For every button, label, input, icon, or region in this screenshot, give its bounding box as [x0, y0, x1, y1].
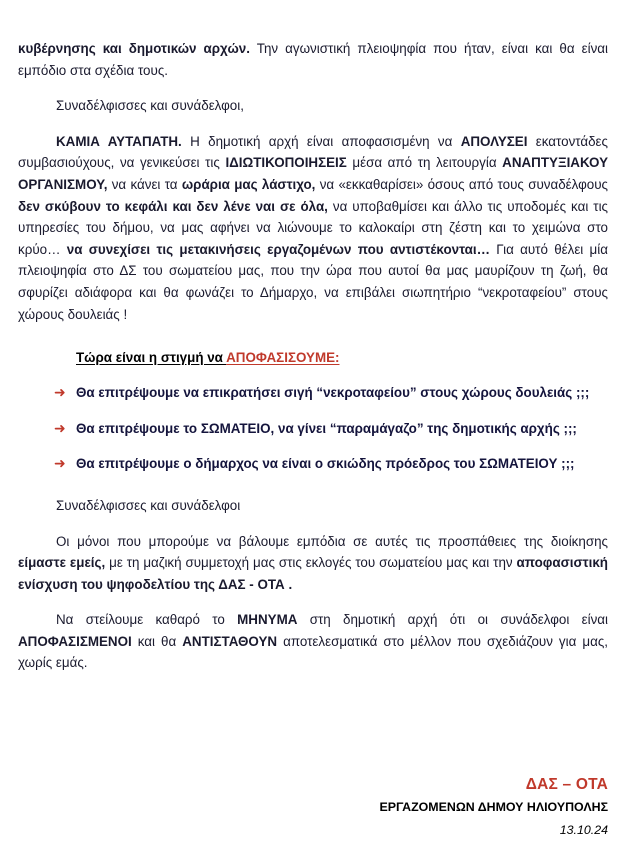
phrase-anaptyxiakou-organismou: ΑΝΑΠΤΥΞΙΑΚΟΥ ΟΡΓΑΝΙΣΜΟΥ,	[18, 155, 609, 192]
phrase-1: Οι μόνοι που μπορούμε να βάλουμε εμπόδια σε αυτές τις προσπάθειες της διοίκησης	[56, 533, 608, 549]
right-arrow-icon: ➜	[54, 384, 66, 401]
paragraph-bold-lead: κυβέρνησης και δημοτικών αρχών.	[18, 41, 250, 56]
paragraph-continuation-text: Την αγωνιστική πλειοψηφία που ήταν, είναι και θα είναι εμπόδιο στα σχέδια τους.	[18, 41, 608, 78]
right-arrow-icon: ➜	[54, 455, 66, 472]
phrase-minyma: ΜΗΝΥΜΑ	[237, 612, 298, 628]
phrase-den-skyvoun: δεν σκύβουν το κεφάλι και δεν λένε ναι σε όλα,	[18, 198, 328, 214]
phrase-2: Η δημοτική αρχή είναι αποφασισμένη να	[181, 133, 461, 149]
organization-subtitle: ΕΡΓΑΖΟΜΕΝΩΝ ΔΗΜΟΥ ΗΛΙΟΥΠΟΛΗΣ	[379, 800, 608, 814]
list-item-label: Θα επιτρέψουμε να επικρατήσει σιγή “νεκροταφείου” στους χώρους δουλειάς ;;;	[76, 385, 590, 401]
list-item	[18, 382, 608, 404]
phrase-14: Για αυτό θέλει μία πλειοψηφία στο ΔΣ του σωματείου μας, που την ώρα που αυτοί θα μας μαυρίζουν τη ζωή, θα σφυρίζει αδιάφορα και θα φωνάζει το Δήμαρχο, να επιβάλει σιωπητήριο “νεκροταφείου” στους χώρους δουλειάς !	[18, 241, 608, 322]
phrase-metakiniseis: να συνεχίσει τις μετακινήσεις εργαζομένων που αντιστέκονται…	[66, 241, 491, 257]
decide-heading-lead: Τώρα είναι η στιγμή να	[76, 350, 227, 366]
phrase-1: Να στείλουμε καθαρό το	[56, 612, 238, 628]
phrase-apolysei: ΑΠΟΛΥΣΕΙ	[460, 133, 528, 149]
question-list	[18, 382, 608, 475]
phrase-10: να «εκκαθαρίσει» όσους από τους συναδέλφους	[315, 176, 608, 192]
decide-heading-accent: ΑΠΟΦΑΣΙΣΟΥΜΕ:	[226, 350, 340, 366]
phrase-3: με τη μαζική συμμετοχή μας στις εκλογές του σωματείου μας και την	[105, 555, 517, 571]
list-item	[18, 453, 608, 475]
paragraph-main-argument	[18, 131, 608, 325]
phrase-eimaste-emeis: είμαστε εμείς,	[18, 555, 106, 571]
salutation-second: Συναδέλφισσες και συνάδελφοι	[56, 497, 241, 513]
organization-name: ΔΑΣ – ΟΤΑ	[525, 776, 608, 793]
document-date: 13.10.24	[559, 823, 608, 837]
list-item-label: Θα επιτρέψουμε ο δήμαρχος να είναι ο σκιώδης πρόεδρος του ΣΩΜΑΤΕΙΟΥ ;;;	[76, 456, 575, 472]
paragraph-call-to-action	[18, 531, 608, 596]
phrase-antistathoun: ΑΝΤΙΣΤΑΘΟΥΝ	[182, 633, 278, 649]
salutation-first: Συναδέλφισσες και συνάδελφοι,	[56, 98, 244, 114]
paragraph-message	[18, 609, 608, 674]
phrase-3: στη δημοτική αρχή ότι οι συνάδελφοι είναι	[297, 612, 608, 628]
list-item-label: Θα επιτρέψουμε το ΣΩΜΑΤΕΙΟ, να γίνει “παραμάγαζο” της δημοτικής αρχής ;;;	[76, 420, 577, 436]
phrase-5: και θα	[131, 633, 183, 649]
phrase-das-ota-ballot: αποφασιστική ενίσχυση του ψηφοδελτίου της ΔΑΣ - ΟΤΑ .	[18, 555, 608, 592]
paragraph-continuation	[18, 38, 608, 81]
phrase-12: να υποβαθμίσει και άλλο τις υποδομές και τις υπηρεσίες του δήμου, να μας αφήνει να λιώνουμε το καλοκαίρι στη ζέστη και το χειμώνα στο κρύο…	[18, 198, 608, 257]
phrase-6: μέσα από τη λειτουργία	[346, 155, 503, 171]
phrase-orarie-lasticho: ωράρια μας λάστιχο,	[181, 176, 316, 192]
phrase-idiotikopoiiseis: ΙΔΙΩΤΙΚΟΠΟΙΗΣΕΙΣ	[225, 155, 347, 171]
decide-heading	[18, 347, 608, 368]
phrase-7: αποτελεσματικά στο μέλλον που σχεδιάζουν για μας, χωρίς εμάς.	[18, 633, 608, 671]
phrase-4: εκατοντάδες συμβασιούχους, να γενικεύσει τις	[18, 133, 608, 171]
phrase-kamia-autapati: ΚΑΜΙΑ ΑΥΤΑΠΑΤΗ.	[56, 133, 182, 149]
signature-block	[380, 774, 608, 842]
phrase-8: να κάνει τα	[107, 176, 182, 192]
right-arrow-icon: ➜	[54, 419, 66, 436]
phrase-apofasismenoi: ΑΠΟΦΑΣΙΣΜΕΝΟΙ	[18, 633, 132, 649]
list-item	[18, 418, 608, 440]
